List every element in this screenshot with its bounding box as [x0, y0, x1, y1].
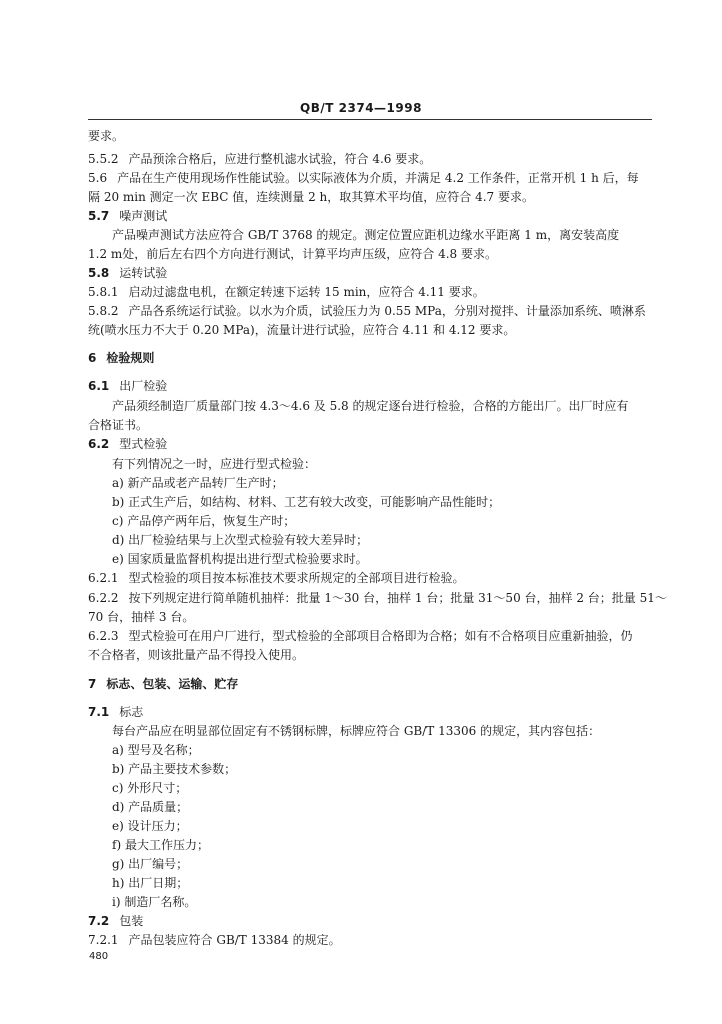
line-text: 1.2 m处，前后左右四个方向进行测试，计算平均声压级，应符合 4.8 要求。 — [88, 247, 497, 261]
text-line — [88, 246, 497, 262]
line-text: 标志 — [119, 705, 144, 719]
line-text: h) 出厂日期； — [112, 876, 189, 890]
line-text: 噪声测试 — [119, 209, 168, 223]
clause-heading — [88, 436, 167, 452]
section-number: 7 — [88, 677, 97, 691]
clause-line — [88, 570, 465, 586]
section-title: 标志、包装、运输、贮存 — [106, 677, 239, 691]
clause-number: 5.5.2 — [88, 152, 119, 166]
line-text: a) 新产品或老产品转厂生产时； — [112, 476, 284, 490]
line-text: 按下列规定进行简单随机抽样：批量 1～30 台，抽样 1 台；批量 31～50 台，抽样 2 台；批量 51～ — [128, 591, 667, 605]
section-number: 6 — [88, 351, 97, 365]
clause-number: 5.6 — [88, 171, 108, 185]
list-item — [112, 494, 500, 510]
line-text: 产品预涂合格后，应进行整机滤水试验，符合 4.6 要求。 — [128, 152, 432, 166]
line-text: 统(喷水压力不大于 0.20 MPa)，流量计进行试验，应符合 4.11 和 4.12 要求。 — [88, 323, 516, 337]
text-line — [88, 322, 515, 338]
line-text: e) 国家质量监督机构提出进行型式检验要求时。 — [112, 552, 368, 566]
clause-line — [88, 628, 633, 644]
line-text: 型式检验的项目按本标准技术要求所规定的全部项目进行检验。 — [128, 571, 465, 585]
clause-heading — [88, 208, 167, 224]
list-item — [112, 761, 236, 777]
clause-line — [88, 590, 667, 606]
line-text: c) 外形尺寸； — [112, 781, 188, 795]
list-item — [112, 513, 295, 529]
clause-number: 5.8.1 — [88, 285, 119, 299]
line-text: d) 产品质量； — [112, 800, 189, 814]
line-text: 运转试验 — [119, 266, 168, 280]
list-item — [112, 818, 188, 834]
list-item — [112, 475, 284, 491]
standard-code-header: QB/T 2374—1998 — [300, 101, 422, 115]
list-item — [112, 856, 188, 872]
line-text: 70 台，抽样 3 台。 — [88, 610, 195, 624]
clause-heading — [88, 913, 143, 929]
line-text: b) 产品主要技术参数； — [112, 762, 237, 776]
header-rule — [88, 119, 652, 120]
section-heading — [88, 676, 238, 692]
list-item — [112, 875, 188, 891]
list-item — [112, 551, 368, 567]
line-text: 合格证书。 — [88, 418, 149, 432]
clause-number: 6.2.1 — [88, 571, 119, 585]
line-text: 产品包装应符合 GB/T 13384 的规定。 — [128, 933, 341, 947]
clause-number: 5.8.2 — [88, 304, 119, 318]
line-text: 产品噪声测试方法应符合 GB/T 3768 的规定。测定位置应距机边缘水平距离 1 m，离安装高度 — [112, 228, 620, 242]
line-text: f) 最大工作压力； — [112, 838, 209, 852]
clause-number: 7.2 — [88, 914, 110, 928]
list-item — [112, 837, 209, 853]
line-text: e) 设计压力； — [112, 819, 188, 833]
clause-heading — [88, 704, 143, 720]
clause-number: 7.2.1 — [88, 933, 119, 947]
text-line — [88, 609, 194, 625]
clause-line — [88, 932, 341, 948]
clause-number: 7.1 — [88, 705, 110, 719]
clause-number: 5.8 — [88, 266, 110, 280]
line-text: b) 正式生产后，如结构、材料、工艺有较大改变，可能影响产品性能时； — [112, 495, 501, 509]
line-text: i) 制造厂名称。 — [112, 895, 197, 909]
list-item — [112, 780, 187, 796]
line-text: d) 出厂检验结果与上次型式检验有较大差异时； — [112, 533, 369, 547]
clause-number: 6.2.2 — [88, 591, 119, 605]
line-text: 要求。 — [88, 129, 125, 143]
text-line — [88, 647, 304, 663]
line-text: a) 型号及名称； — [112, 743, 200, 757]
list-item — [112, 742, 200, 758]
section-heading — [88, 350, 154, 366]
clause-line — [88, 284, 485, 300]
text-line — [88, 417, 148, 433]
clause-line — [88, 170, 639, 186]
text-line — [112, 723, 600, 739]
clause-number: 6.1 — [88, 379, 110, 393]
clause-line — [88, 151, 431, 167]
line-text: 出厂检验 — [119, 379, 168, 393]
clause-line — [88, 303, 646, 319]
list-item — [112, 799, 188, 815]
page-number: 480 — [89, 951, 109, 962]
section-title: 检验规则 — [106, 351, 155, 365]
text-line — [112, 456, 316, 472]
clause-number: 5.7 — [88, 209, 110, 223]
clause-heading — [88, 378, 167, 394]
text-line — [112, 398, 629, 414]
line-text: 包装 — [119, 914, 144, 928]
line-text: 产品各系统运行试验。以水为介质，试验压力为 0.55 MPa，分别对搅拌、计量添加系统、喷淋系 — [128, 304, 646, 318]
line-text: 启动过滤盘电机，在额定转速下运转 15 min，应符合 4.11 要求。 — [128, 285, 485, 299]
line-text: 有下列情况之一时，应进行型式检验： — [112, 457, 317, 471]
line-text: 产品在生产使用现场作性能试验。以实际液体为介质，并满足 4.2 工作条件，正常开机 1 h 后，每 — [117, 171, 639, 185]
clause-number: 6.2.3 — [88, 629, 119, 643]
text-line — [88, 128, 124, 144]
line-text: 产品须经制造厂质量部门按 4.3～4.6 及 5.8 的规定逐台进行检验，合格的方能出厂。出厂时应有 — [112, 399, 629, 413]
text-line — [88, 189, 534, 205]
line-text: c) 产品停产两年后，恢复生产时； — [112, 514, 296, 528]
clause-heading — [88, 265, 167, 281]
line-text: g) 出厂编号； — [112, 857, 189, 871]
list-item — [112, 532, 368, 548]
line-text: 不合格者，则该批量产品不得投入使用。 — [88, 648, 305, 662]
clause-number: 6.2 — [88, 437, 110, 451]
line-text: 型式检验 — [119, 437, 168, 451]
text-line — [112, 227, 619, 243]
line-text: 型式检验可在用户厂进行，型式检验的全部项目合格即为合格；如有不合格项目应重新抽验，仍 — [128, 629, 633, 643]
list-item — [112, 894, 196, 910]
line-text: 每台产品应在明显部位固定有不锈钢标牌，标牌应符合 GB/T 13306 的规定，其内容包括： — [112, 724, 601, 738]
line-text: 隔 20 min 测定一次 EBC 值，连续测量 2 h，取其算术平均值，应符合 4.7 要求。 — [88, 190, 534, 204]
